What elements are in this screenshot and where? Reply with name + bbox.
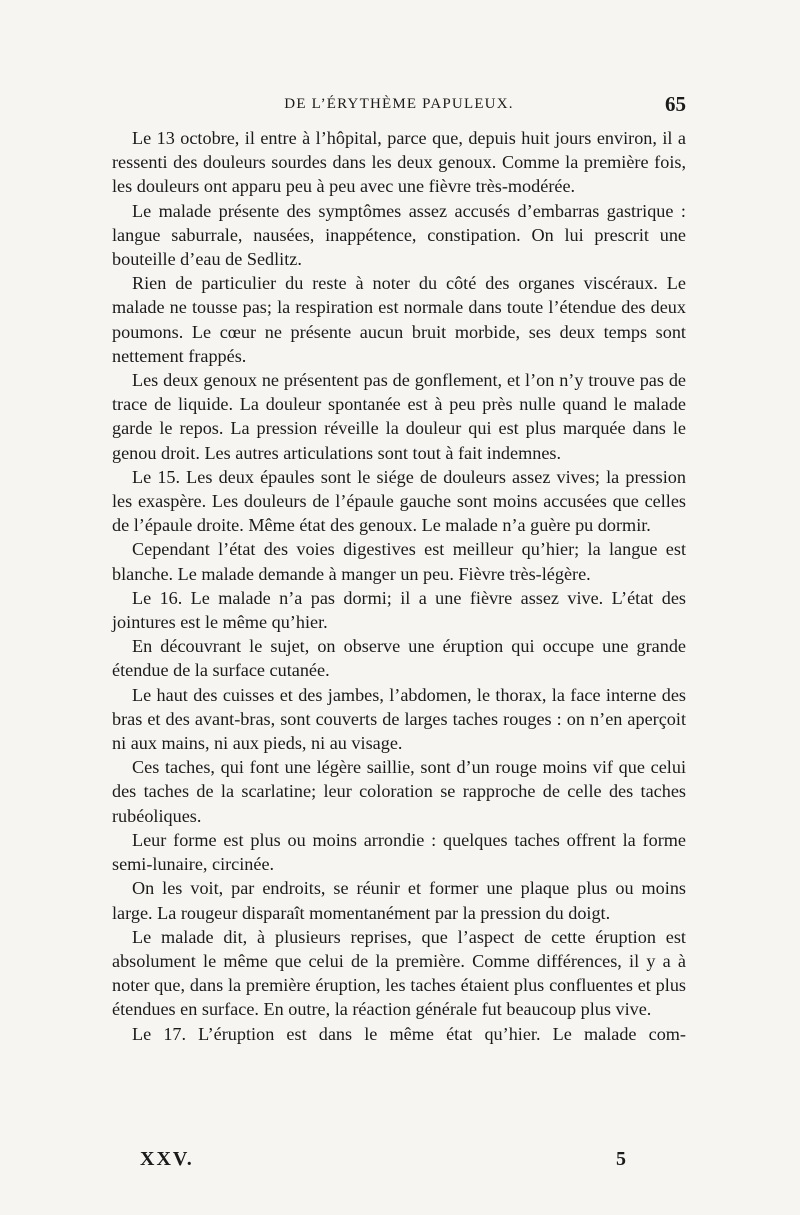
body-text — [112, 126, 686, 1046]
paragraph: Cependant l’état des voies digestives est meilleur qu’hier; la langue est blanche. Le malade demande à manger un peu. Fièvre très-légère. — [112, 539, 686, 584]
running-title: DE L’ÉRYTHÈME PAPULEUX. — [284, 96, 514, 112]
paragraph: Le malade dit, à plusieurs reprises, que l’aspect de cette éruption est absolument le même que celui de la première. Comme différences, il y a à noter que, dans la première éruption, les taches étaient plus confluentes et plus étendues en surface. En outre, la réaction générale fut beaucoup plus vive. — [112, 926, 686, 1020]
paragraph: Le 17. L’éruption est dans le même état qu’hier. Le malade com- — [132, 1023, 686, 1044]
paragraph: Le haut des cuisses et des jambes, l’abdomen, le thorax, la face interne des bras et des avant-bras, sont couverts de larges taches rouges : on n’en aperçoit ni aux mains, ni aux pieds, ni au visage. — [112, 684, 686, 754]
paragraph: Le malade présente des symptômes assez accusés d’embarras gastrique : langue saburrale, nausées, inappétence, constipation. On lui prescrit une bouteille d’eau de Sedlitz. — [112, 200, 686, 270]
paragraph: Le 13 octobre, il entre à l’hôpital, parce que, depuis huit jours environ, il a ressenti des douleurs sourdes dans les deux genoux. Comme la première fois, les douleurs ont apparu peu à peu avec une fièvre très-modérée. — [112, 128, 686, 197]
paragraph: Le 16. Le malade n’a pas dormi; il a une fièvre assez vive. L’état des jointures est le même qu’hier. — [112, 587, 686, 633]
sheet-number: 5 — [616, 1148, 626, 1170]
page-number: 65 — [665, 92, 686, 116]
page-footer — [140, 1148, 626, 1176]
page-header — [112, 92, 686, 124]
paragraph: En découvrant le sujet, on observe une éruption qui occupe une grande étendue de la surface cutanée. — [112, 636, 686, 681]
paragraph: Le 15. Les deux épaules sont le siége de douleurs assez vives; la pression les exaspère. Les douleurs de l’épaule gauche sont moins accusées que celles de l’épaule droite. Même état des genoux. Le malade n’a guère pu dormir. — [112, 466, 686, 536]
paragraph: Ces taches, qui font une légère saillie, sont d’un rouge moins vif que celui des taches de la scarlatine; leur coloration se rapproche de celle des taches rubéoliques. — [112, 757, 686, 826]
paragraph: On les voit, par endroits, se réunir et former une plaque plus ou moins large. La rougeur disparaît momentanément par la pression du doigt. — [112, 878, 686, 923]
signature-mark: XXV. — [140, 1148, 194, 1170]
paragraph: Les deux genoux ne présentent pas de gonflement, et l’on n’y trouve pas de trace de liquide. La douleur spontanée est à peu près nulle quand le malade garde le repos. La pression réveille la douleur qui est plus marquée dans le genou droit. Les autres articulations sont tout à fait indemnes. — [112, 370, 686, 463]
paragraph: Rien de particulier du reste à noter du côté des organes viscéraux. Le malade ne tousse pas; la respiration est normale dans toute l’étendue des deux poumons. Le cœur ne présente aucun bruit morbide, ses deux temps sont nettement frappés. — [112, 273, 686, 366]
paragraph: Leur forme est plus ou moins arrondie : quelques taches offrent la forme semi-lunaire, circinée. — [112, 829, 686, 875]
